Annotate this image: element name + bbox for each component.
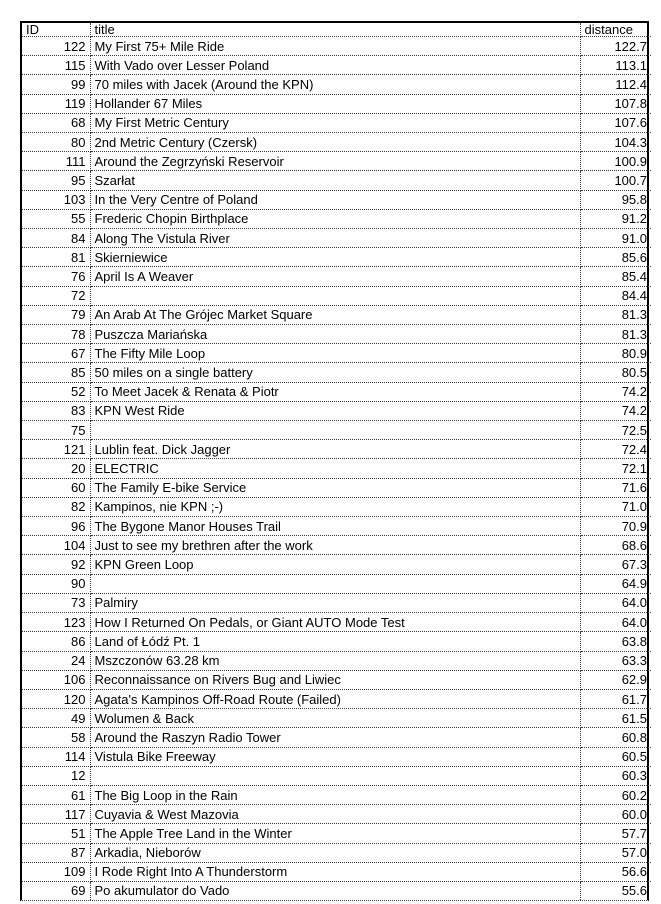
table-row: [22, 651, 651, 670]
table-row: [22, 152, 651, 171]
table-row: [22, 363, 651, 382]
cell-title: Skierniewice: [90, 248, 580, 267]
cell-id: 82: [22, 497, 90, 516]
cell-title: 70 miles with Jacek (Around the KPN): [90, 75, 580, 94]
table-row: [22, 459, 651, 478]
cell-id: 83: [22, 401, 90, 420]
table-row: [22, 862, 651, 881]
cell-title: Agata's Kampinos Off-Road Route (Failed): [90, 689, 580, 708]
table-row: [22, 171, 651, 190]
table-row: [22, 709, 651, 728]
table-row: [22, 843, 651, 862]
table-row: [22, 593, 651, 612]
cell-distance: 64.9: [580, 574, 651, 593]
cell-distance: 71.0: [580, 497, 651, 516]
table-row: [22, 536, 651, 555]
cell-distance: 68.6: [580, 536, 651, 555]
cell-id: 104: [22, 536, 90, 555]
cell-id: 122: [22, 37, 90, 56]
cell-title: Vistula Bike Freeway: [90, 747, 580, 766]
cell-title: My First 75+ Mile Ride: [90, 37, 580, 56]
table-row: [22, 805, 651, 824]
cell-id: 67: [22, 344, 90, 363]
cell-distance: 60.0: [580, 805, 651, 824]
table-body: [22, 37, 651, 901]
cell-distance: 107.6: [580, 113, 651, 132]
table-row: [22, 497, 651, 516]
table-row: [22, 421, 651, 440]
cell-id: 52: [22, 382, 90, 401]
cell-distance: 60.3: [580, 766, 651, 785]
cell-id: 79: [22, 305, 90, 324]
cell-title: I Rode Right Into A Thunderstorm: [90, 862, 580, 881]
cell-distance: 81.3: [580, 305, 651, 324]
table-row: [22, 305, 651, 324]
cell-distance: 55.6: [621, 883, 647, 899]
table-row: [22, 267, 651, 286]
cell-id: 86: [22, 632, 90, 651]
cell-id: 81: [22, 248, 90, 267]
cell-distance: 74.2: [580, 382, 651, 401]
table-row: [22, 286, 651, 305]
cell-title: Puszcza Mariańska: [90, 325, 580, 344]
cell-distance: 122.7: [580, 37, 651, 56]
cell-id: 114: [22, 747, 90, 766]
cell-id: 119: [22, 94, 90, 113]
cell-distance: 107.8: [580, 94, 651, 113]
cell-id: 80: [22, 133, 90, 152]
cell-title: 2nd Metric Century (Czersk): [90, 133, 580, 152]
cell-title: The Big Loop in the Rain: [90, 785, 580, 804]
table-row: [22, 248, 651, 267]
cell-id: 24: [22, 651, 90, 670]
rides-table: [22, 23, 651, 900]
table-row: [22, 747, 651, 766]
cell-title: Palmiry: [90, 593, 580, 612]
table-row: [22, 344, 651, 363]
cell-title: Lublin feat. Dick Jagger: [90, 440, 580, 459]
cell-distance: 61.5: [580, 709, 651, 728]
cell-id: 99: [22, 75, 90, 94]
table-row: [22, 401, 651, 420]
cell-distance: 113.1: [580, 56, 651, 75]
cell-title: Wolumen & Back: [90, 709, 580, 728]
cell-distance: 62.9: [580, 670, 651, 689]
cell-title: Reconnaissance on Rivers Bug and Liwiec: [90, 670, 580, 689]
table-row: [22, 113, 651, 132]
cell-title: The Bygone Manor Houses Trail: [90, 517, 580, 536]
table-row: [22, 670, 651, 689]
cell-distance: 104.3: [580, 133, 651, 152]
cell-id: 78: [22, 325, 90, 344]
cell-distance: 56.6: [580, 862, 651, 881]
cell-title: Around the Zegrzyński Reservoir: [90, 152, 580, 171]
cell-id: 103: [22, 190, 90, 209]
cell-id: 61: [22, 785, 90, 804]
cell-title: The Family E-bike Service: [90, 478, 580, 497]
table-row: [22, 440, 651, 459]
cell-id: 120: [22, 689, 90, 708]
cell-id: 51: [22, 824, 90, 843]
table-row: [22, 517, 651, 536]
cell-distance: 100.9: [580, 152, 651, 171]
column-header-distance: distance: [580, 23, 651, 37]
cell-distance: 63.8: [580, 632, 651, 651]
cell-id: 69: [22, 881, 90, 900]
table-row: [22, 56, 651, 75]
table-row: [22, 728, 651, 747]
cell-title: Frederic Chopin Birthplace: [90, 209, 580, 228]
table-row: [22, 574, 651, 593]
cell-id: 87: [22, 843, 90, 862]
cell-title: To Meet Jacek & Renata & Piotr: [90, 382, 580, 401]
cell-id: 84: [22, 229, 90, 248]
cell-distance: 74.2: [580, 401, 651, 420]
cell-id: 121: [22, 440, 90, 459]
cell-id: 95: [22, 171, 90, 190]
cell-distance: 57.7: [580, 824, 651, 843]
cell-distance: 67.3: [580, 555, 651, 574]
cell-title: Along The Vistula River: [90, 229, 580, 248]
cell-id: 96: [22, 517, 90, 536]
cell-title: My First Metric Century: [90, 113, 580, 132]
table-row: [22, 229, 651, 248]
cell-title: KPN West Ride: [90, 401, 580, 420]
cell-id: 115: [22, 56, 90, 75]
cell-distance: 61.7: [580, 689, 651, 708]
cell-title: Around the Raszyn Radio Tower: [90, 728, 580, 747]
cell-id: 60: [22, 478, 90, 497]
cell-distance: 60.5: [580, 747, 651, 766]
cell-id: 72: [22, 286, 90, 305]
table-row: [22, 881, 651, 900]
cell-id: 85: [22, 363, 90, 382]
cell-distance: 60.8: [580, 728, 651, 747]
table-row: [22, 689, 651, 708]
cell-title: Just to see my brethren after the work: [90, 536, 580, 555]
cell-id: 111: [22, 152, 90, 171]
table-row: [22, 613, 651, 632]
cell-distance: 63.3: [580, 651, 651, 670]
table-row: [22, 190, 651, 209]
column-header-id: ID: [22, 23, 90, 37]
table-row: [22, 555, 651, 574]
table-row: [22, 37, 651, 56]
cell-title: Szarłat: [90, 171, 580, 190]
cell-title: With Vado over Lesser Poland: [90, 56, 580, 75]
rides-table-frame: [20, 21, 649, 901]
cell-title: [90, 421, 580, 440]
cell-id: 75: [22, 421, 90, 440]
table-row: [22, 766, 651, 785]
cell-id: 58: [22, 728, 90, 747]
cell-distance: 72.5: [580, 421, 651, 440]
cell-distance: 72.4: [580, 440, 651, 459]
cell-id: 92: [22, 555, 90, 574]
cell-title: How I Returned On Pedals, or Giant AUTO Mode Test: [90, 613, 580, 632]
cell-id: 20: [22, 459, 90, 478]
cell-distance: 71.6: [580, 478, 651, 497]
cell-distance: 112.4: [580, 75, 651, 94]
header-row: [22, 23, 651, 37]
cell-title: The Apple Tree Land in the Winter: [90, 824, 580, 843]
cell-title: An Arab At The Grójec Market Square: [90, 305, 580, 324]
cell-distance: 95.8: [580, 190, 651, 209]
cell-distance: 81.3: [580, 325, 651, 344]
table-row: [22, 325, 651, 344]
cell-id: 109: [22, 862, 90, 881]
cell-distance: 100.7: [580, 171, 651, 190]
table-row: [22, 209, 651, 228]
cell-title: Po akumulator do Vado: [90, 881, 580, 900]
cell-distance: 64.0: [580, 593, 651, 612]
table-row: [22, 94, 651, 113]
cell-title: Land of Łódź Pt. 1: [90, 632, 580, 651]
cell-distance: 85.6: [580, 248, 651, 267]
cell-distance: 72.1: [580, 459, 651, 478]
table-row: [22, 824, 651, 843]
column-header-title: title: [90, 23, 580, 37]
cell-title: [90, 574, 580, 593]
cell-title: The Fifty Mile Loop: [90, 344, 580, 363]
cell-title: Hollander 67 Miles: [90, 94, 580, 113]
cell-distance: 57.0: [580, 843, 651, 862]
cell-title: Mszczonów 63.28 km: [90, 651, 580, 670]
cell-distance: 80.9: [580, 344, 651, 363]
cell-id: 12: [22, 766, 90, 785]
cell-title: Kampinos, nie KPN ;-): [90, 497, 580, 516]
table-row: [22, 75, 651, 94]
cell-id: 90: [22, 574, 90, 593]
cell-id: 55: [22, 209, 90, 228]
cell-title: [90, 286, 580, 305]
cell-id: 49: [22, 709, 90, 728]
cell-title: [90, 766, 580, 785]
cell-title: KPN Green Loop: [90, 555, 580, 574]
cell-distance: 60.2: [580, 785, 651, 804]
cell-distance: 64.0: [580, 613, 651, 632]
cell-distance: 70.9: [580, 517, 651, 536]
cell-title: Cuyavia & West Mazovia: [90, 805, 580, 824]
cell-distance: 84.4: [580, 286, 651, 305]
table-row: [22, 133, 651, 152]
cell-id: 117: [22, 805, 90, 824]
cell-title: ELECTRIC: [90, 459, 580, 478]
cell-id: 73: [22, 593, 90, 612]
cell-distance: 80.5: [580, 363, 651, 382]
cell-title: In the Very Centre of Poland: [90, 190, 580, 209]
cell-id: 106: [22, 670, 90, 689]
cell-distance: 91.2: [580, 209, 651, 228]
cell-id: 123: [22, 613, 90, 632]
cell-distance: 91.0: [580, 229, 651, 248]
cell-title: 50 miles on a single battery: [90, 363, 580, 382]
cell-id: 76: [22, 267, 90, 286]
table-row: [22, 785, 651, 804]
table-row: [22, 382, 651, 401]
cell-distance: 85.4: [580, 267, 651, 286]
cell-title: April Is A Weaver: [90, 267, 580, 286]
cell-title: Arkadia, Nieborów: [90, 843, 580, 862]
table-row: [22, 478, 651, 497]
table-row: [22, 632, 651, 651]
cell-id: 68: [22, 113, 90, 132]
